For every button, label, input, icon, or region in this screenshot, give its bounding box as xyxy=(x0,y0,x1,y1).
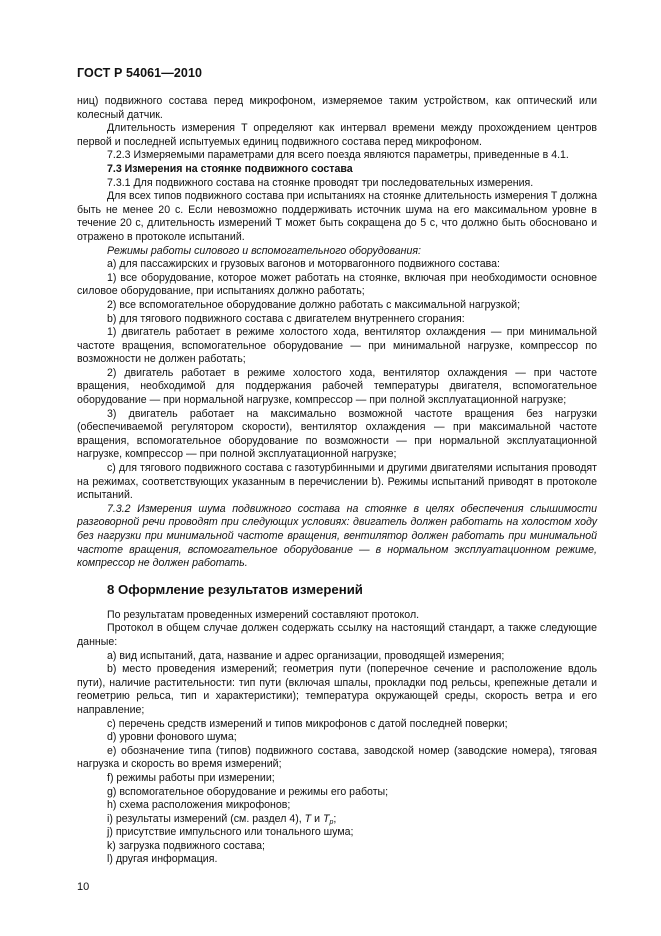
list-item: a) вид испытаний, дата, название и адрес организации, проводящей измерения; xyxy=(107,649,505,662)
paragraph: Протокол в общем случае должен содержать ссылку на настоящий стандарт, а также следующие данные: xyxy=(77,622,597,648)
list-item: e) обозначение типа (типов) подвижного состава, заводской номер (заводские номера), тяговая нагрузка и скорость во время измерений; xyxy=(77,744,597,771)
list-item: 2) двигатель работает в режиме холостого хода, вентилятор охлаждения — при частоте вращения, необходимой для поддержания рабочей температуры двигателя, вспомогательное оборудование — при нормальной нагрузке, компрессор — при полной эксплуатационной нагрузке; xyxy=(77,366,597,407)
list-item: f) режимы работы при измерении; xyxy=(107,771,275,784)
list-item: 1) двигатель работает в режиме холостого хода, вентилятор охлаждения — при минимальной частоте вращения, вспомогательное оборудование — при минимальной нагрузке, компрессор по возможности не должен работать; xyxy=(77,326,597,366)
list-item: l) другая информация. xyxy=(107,853,218,866)
list-item: 3) двигатель работает на максимально возможной частоте вращения без нагрузки (обеспечиваемой регулятором скорости), вентилятор охлаждения — при максимальной частоте вращения, вспомогательное оборудование по возможности — при нормальной эксплуатационной нагрузке, компрессор — при полной эксплуатационной нагрузке; xyxy=(77,407,597,461)
paragraph: Длительность измерения T определяют как интервал времени между прохождением центров первой и последней испытуемых единиц подвижного состава перед микрофоном. xyxy=(77,122,597,148)
section-heading-8: 8 Оформление результатов измерений xyxy=(107,581,363,597)
list-item: b) место проведения измерений; геометрия пути (поперечное сечение и расположение вдоль пути), наличие растительности: тип пути (включая шпалы, прокладки под рельсы, крепежные детали и геометрию рельса, тип и характеристики); температура окружающей среды, скорость ветра и его направление; xyxy=(77,663,597,716)
paragraph: 7.3.1 Для подвижного состава на стоянке проводят три последовательных измерения. xyxy=(107,176,534,189)
paragraph: 7.3.2 Измерения шума подвижного состава на стоянке в целях обеспечения слышимости разговорной речи проводят при следующих условиях: двигатель должен работать на холостом ходу без нагрузки при минимальной частоте вращения, вентилятор должен работать при минимальной частоте вращения, вспомогательное оборудование — в нормальном эксплуатационном режиме, компрессор не должен работать. xyxy=(77,502,597,570)
list-item: g) вспомогательное оборудование и режимы его работы; xyxy=(107,785,389,798)
symbol-tp: T xyxy=(322,812,330,825)
list-item: c) перечень средств измерений и типов микрофонов с датой последней поверки; xyxy=(107,717,508,730)
paragraph: Режимы работы силового и вспомогательного оборудования: xyxy=(107,244,421,257)
list-item xyxy=(77,813,597,827)
list-item: j) присутствие импульсного или тонального шума; xyxy=(107,826,354,839)
list-item: a) для пассажирских и грузовых вагонов и моторвагонного подвижного состава: xyxy=(107,258,500,271)
symbol-t: T xyxy=(304,812,312,825)
page-number: 10 xyxy=(77,881,90,893)
list-item: 1) все оборудование, которое может работать на стоянке, включая при необходимости основное силовое оборудование, при испытаниях должно работать; xyxy=(77,271,597,298)
list-item: c) для тягового подвижного состава с газотурбинными и другими двигателями испытания проводят на режимах, соответствующих указанным в перечислении b). Режимы испытаний приводят в протоколе испытаний. xyxy=(77,462,597,502)
document-header: ГОСТ Р 54061—2010 xyxy=(77,66,203,80)
list-item-text: ; xyxy=(333,812,337,825)
list-item: k) загрузка подвижного состава; xyxy=(107,839,266,852)
symbol-subscript: p xyxy=(329,818,334,826)
list-item-text: и xyxy=(311,812,323,825)
paragraph: По результатам проведенных измерений составляют протокол. xyxy=(107,608,420,621)
paragraph: 7.2.3 Измеряемыми параметрами для всего поезда являются параметры, приведенные в 4.1. xyxy=(107,149,569,162)
list-item: d) уровни фонового шума; xyxy=(107,731,237,744)
section-heading-7-3: 7.3 Измерения на стоянке подвижного состава xyxy=(107,162,353,175)
paragraph: ниц) подвижного состава перед микрофоном, измеряемое таким устройством, как оптический или колесный датчик. xyxy=(77,95,597,121)
paragraph: Для всех типов подвижного состава при испытаниях на стоянке длительность измерения T должна быть не менее 20 с. Если невозможно поддерживать источник шума на его максимальном уровне в течение 20 с, длительность измерений T может быть сокращена до 5 с, что должно быть обосновано и отражено в протоколе испытаний. xyxy=(77,190,597,243)
list-item-text: i) результаты измерений (см. раздел 4), xyxy=(107,812,305,825)
document-body xyxy=(77,95,597,867)
list-item: b) для тягового подвижного состава с двигателем внутреннего сгорания: xyxy=(107,312,465,325)
list-item: h) схема расположения микрофонов; xyxy=(107,799,291,812)
list-item: 2) все вспомогательное оборудование должно работать с максимальной нагрузкой; xyxy=(107,298,521,311)
